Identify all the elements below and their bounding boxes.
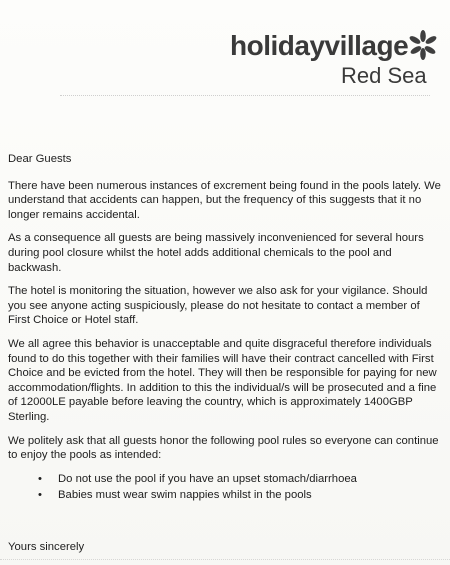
bottom-faint-rule xyxy=(0,559,450,565)
bullet-icon: • xyxy=(38,489,42,502)
paragraph-1: There have been numerous instances of excrement being found in the pools lately. We understand that accidents can happen, but the frequency of this suggests that it no longer remains accidental. xyxy=(8,179,441,221)
greeting: Dear Guests xyxy=(8,153,72,165)
paragraph-4: We all agree this behavior is unacceptable and quite disgraceful therefore individuals found to do this together with their families will have their contract cancelled with First Choice and be evicted from the hotel. They will then be responsible for paying for new accommodation/flights. In addition to this the individual/s will be prosecuted and a fine of 12000LE payable before leaving the country, which is approximately 1400GBP Sterling. xyxy=(8,337,437,423)
header-faint-rule xyxy=(60,95,430,102)
logo-brand-text: holidayvillage xyxy=(230,30,409,61)
paragraph-5: We politely ask that all guests honor the following pool rules so everyone can continue to enjoy the pools as intended: xyxy=(8,434,439,462)
paragraph-2: As a consequence all guests are being massively inconvenienced for several hours during pool closure whilst the hotel adds additional chemicals to the pool and backwash. xyxy=(8,232,424,274)
rule-text: Do not use the pool if you have an upset stomach/diarrhoea xyxy=(58,472,357,485)
flower-logo-icon xyxy=(408,30,438,60)
bullet-icon: • xyxy=(38,472,42,485)
logo-location-text: Red Sea xyxy=(341,63,427,88)
rule-item xyxy=(38,488,444,503)
pool-rules-list xyxy=(8,472,444,503)
signoff: Yours sincerely xyxy=(8,541,85,553)
paragraph-3: The hotel is monitoring the situation, however we also ask for your vigilance. Should you see anyone acting suspiciously, please do not hesitate to contact a member of First Choice or Hotel staff. xyxy=(8,285,428,327)
letter-body xyxy=(8,152,444,505)
rule-text: Babies must wear swim nappies whilst in the pools xyxy=(58,489,312,502)
hotel-logo xyxy=(224,30,444,92)
rule-item xyxy=(38,472,444,487)
